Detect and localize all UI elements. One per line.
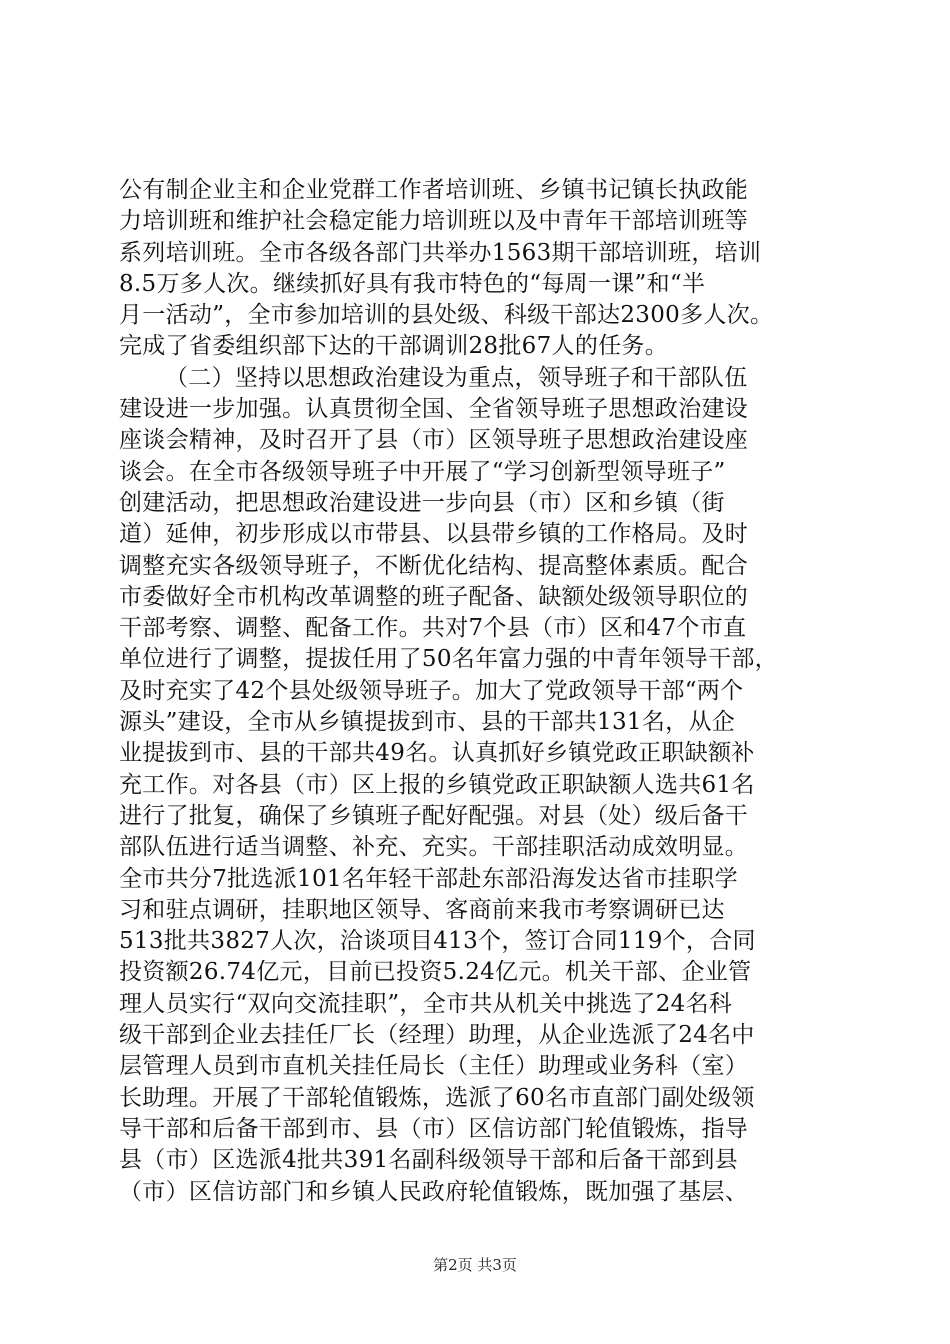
text-line: 单位进行了调整，提拔任用了50名年富力强的中青年领导干部， — [119, 646, 778, 673]
text-line: 充工作。对各县（市）区上报的乡镇党政正职缺额人选共61名 — [119, 771, 755, 798]
text-line: 部队伍进行适当调整、补充、充实。干部挂职活动成效明显。 — [119, 834, 749, 861]
text-line: 投资额26.74亿元，目前已投资5.24亿元。机关干部、企业管 — [119, 959, 752, 986]
text-line: 月一活动”，全市参加培训的县处级、科级干部达2300多人次。 — [119, 302, 774, 329]
text-line: 干部考察、调整、配备工作。共对7个县（市）区和47个市直 — [119, 615, 747, 642]
text-line: 业提拔到市、县的干部共49名。认真抓好乡镇党政正职缺额补 — [119, 740, 755, 767]
text-line: 系列培训班。全市各级各部门共举办1563期干部培训班，培训 — [119, 239, 762, 266]
text-line: 长助理。开展了干部轮值锻炼，选派了60名市直部门副处级领 — [119, 1084, 755, 1111]
text-line: 市委做好全市机构改革调整的班子配备、缺额处级领导职位的 — [119, 583, 749, 610]
text-line: 层管理人员到市直机关挂任局长（主任）助理或业务科（室） — [119, 1053, 749, 1080]
text-line: 进行了批复，确保了乡镇班子配好配强。对县（处）级后备干 — [119, 802, 749, 829]
text-line: 源头”建设，全市从乡镇提拔到市、县的干部共131名，从企 — [119, 709, 736, 736]
paragraph-start-line: （二）坚持以思想政治建设为重点，领导班子和干部队伍 — [165, 364, 748, 391]
text-line: 调整充实各级领导班子，不断优化结构、提高整体素质。配合 — [119, 552, 749, 579]
text-line: 道）延伸，初步形成以市带县、以县带乡镇的工作格局。及时 — [119, 521, 749, 548]
page-number-footer: 第2页 共3页 — [433, 1256, 517, 1274]
text-line: 及时充实了42个县处级领导班子。加大了党政领导干部“两个 — [119, 677, 744, 704]
text-line: 力培训班和维护社会稳定能力培训班以及中青年干部培训班等 — [119, 208, 749, 235]
text-line: 导干部和后备干部到市、县（市）区信访部门轮值锻炼，指导 — [119, 1115, 749, 1142]
text-line: 建设进一步加强。认真贯彻全国、全省领导班子思想政治建设 — [119, 396, 749, 423]
text-line: 公有制企业主和企业党群工作者培训班、乡镇书记镇长执政能 — [119, 177, 749, 203]
text-line: 8.5万多人次。继续抓好具有我市特色的“每周一课”和“半 — [119, 270, 706, 297]
text-line: 级干部到企业去挂任厂长（经理）助理，从企业选派了24名中 — [119, 1022, 755, 1049]
text-line: 全市共分7批选派101名年轻干部赴东部沿海发达省市挂职学 — [119, 865, 738, 892]
text-line: 创建活动，把思想政治建设进一步向县（市）区和乡镇（街 — [119, 489, 725, 516]
text-line: 理人员实行“双向交流挂职”，全市共从机关中挑选了24名科 — [119, 990, 733, 1017]
body-text — [119, 175, 839, 1208]
text-line: 座谈会精神，及时召开了县（市）区领导班子思想政治建设座 — [119, 427, 749, 454]
text-line: 县（市）区选派4批共391名副科级领导干部和后备干部到县 — [119, 1147, 738, 1174]
text-line: 谈会。在全市各级领导班子中开展了“学习创新型领导班子” — [119, 458, 726, 485]
text-line: 完成了省委组织部下达的干部调训28批67人的任务。 — [119, 333, 669, 360]
text-line: （市）区信访部门和乡镇人民政府轮值锻炼，既加强了基层、 — [119, 1178, 749, 1205]
text-line: 习和驻点调研，挂职地区领导、客商前来我市考察调研已达 — [119, 896, 725, 923]
text-line: 513批共3827人次，洽谈项目413个，签订合同119个，合同 — [119, 928, 756, 955]
